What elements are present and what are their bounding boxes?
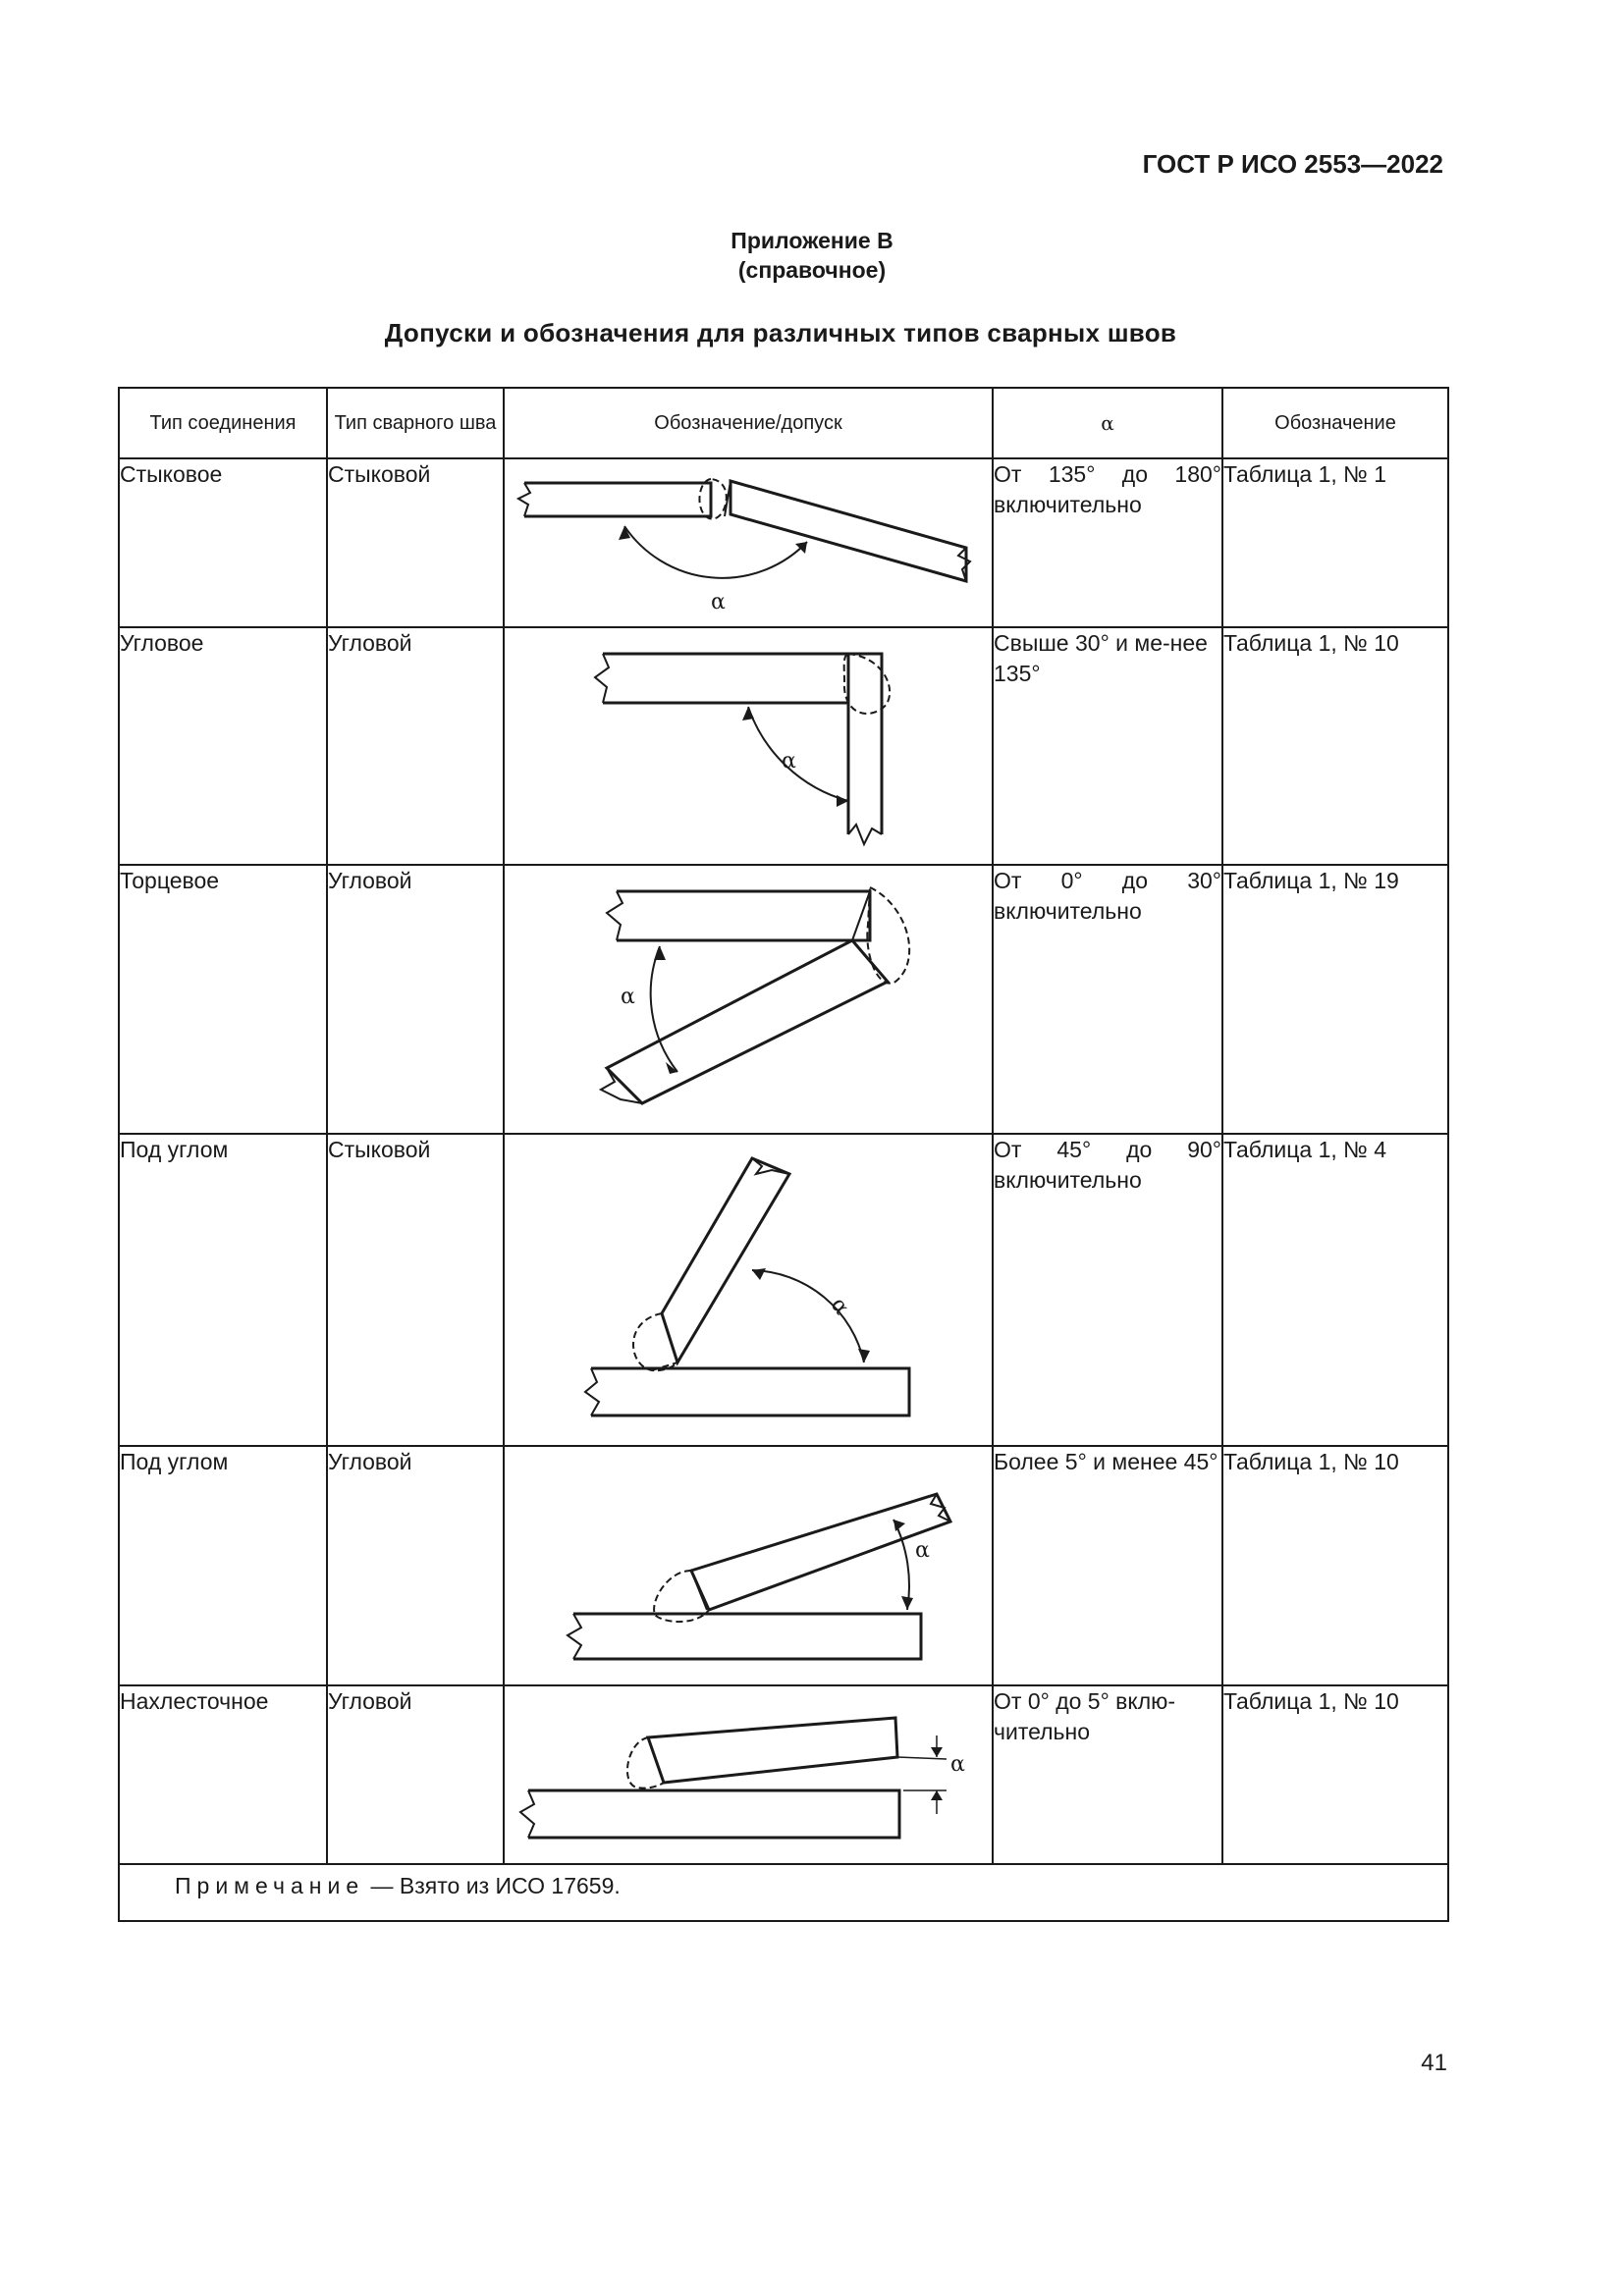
lap-joint-figure — [504, 1685, 993, 1864]
column-header-joint: Тип соединения — [119, 388, 327, 458]
corner-joint-figure — [504, 627, 993, 865]
alpha-label: α — [915, 1538, 930, 1563]
edge-joint-figure — [504, 865, 993, 1134]
column-header-symbol: Обозначение/допуск — [504, 388, 993, 458]
table-row — [119, 1685, 1448, 1864]
table-header-row — [119, 388, 1448, 458]
designation-cell: Таблица 1, № 10 — [1222, 627, 1448, 865]
note-label: Примечание — [175, 1873, 365, 1898]
joint-type-cell: Нахлесточное — [119, 1685, 327, 1864]
weld-type-cell: Угловой — [327, 1446, 504, 1685]
joint-type-cell: Под углом — [119, 1446, 327, 1685]
alpha-range-cell: От 45° до 90° включительно — [993, 1134, 1222, 1446]
joint-type-cell: Под углом — [119, 1134, 327, 1446]
joint-type-cell: Угловое — [119, 627, 327, 865]
angled-butt-figure — [504, 1134, 993, 1446]
designation-cell: Таблица 1, № 19 — [1222, 865, 1448, 1134]
weld-type-cell: Угловой — [327, 865, 504, 1134]
table-row — [119, 865, 1448, 1134]
butt-joint-figure — [504, 458, 993, 627]
column-header-weld: Тип сварного шва — [327, 388, 504, 458]
alpha-label: α — [950, 1752, 965, 1777]
table-note-row — [119, 1864, 1448, 1921]
alpha-label: α — [782, 749, 796, 774]
weld-type-cell: Стыковой — [327, 1134, 504, 1446]
column-header-designation: Обозначение — [1222, 388, 1448, 458]
weld-type-cell: Угловой — [327, 1685, 504, 1864]
table-row — [119, 627, 1448, 865]
angled-fillet-figure — [504, 1446, 993, 1685]
alpha-range-cell: Более 5° и менее 45° — [993, 1446, 1222, 1685]
designation-cell: Таблица 1, № 10 — [1222, 1446, 1448, 1685]
table-row — [119, 458, 1448, 627]
table-row — [119, 1134, 1448, 1446]
page-number: 41 — [1421, 2050, 1447, 2076]
weld-type-cell: Стыковой — [327, 458, 504, 627]
column-header-alpha: α — [993, 388, 1222, 458]
designation-cell: Таблица 1, № 1 — [1222, 458, 1448, 627]
alpha-label: α — [825, 1293, 854, 1320]
alpha-range-cell: От 0° до 30° включительно — [993, 865, 1222, 1134]
note-text: — Взято из ИСО 17659. — [370, 1873, 621, 1898]
table-row — [119, 1446, 1448, 1685]
alpha-range-cell: Свыше 30° и ме-нее 135° — [993, 627, 1222, 865]
designation-cell: Таблица 1, № 10 — [1222, 1685, 1448, 1864]
designation-cell: Таблица 1, № 4 — [1222, 1134, 1448, 1446]
alpha-range-cell: От 0° до 5° вклю-чительно — [993, 1685, 1222, 1864]
alpha-label: α — [621, 985, 635, 1009]
appendix-title: Приложение В — [731, 228, 893, 253]
joint-type-cell: Торцевое — [119, 865, 327, 1134]
alpha-label: α — [711, 590, 726, 614]
alpha-range-cell: От 135° до 180° включительно — [993, 458, 1222, 627]
section-title: Допуски и обозначения для различных типов сварных швов — [384, 318, 1177, 347]
appendix-subtitle: (справочное) — [737, 257, 887, 283]
table-note — [119, 1864, 1448, 1921]
joint-type-cell: Стыковое — [119, 458, 327, 627]
weld-type-cell: Угловой — [327, 627, 504, 865]
tolerance-table — [118, 387, 1449, 1922]
document-code: ГОСТ Р ИСО 2553—2022 — [1142, 149, 1443, 179]
